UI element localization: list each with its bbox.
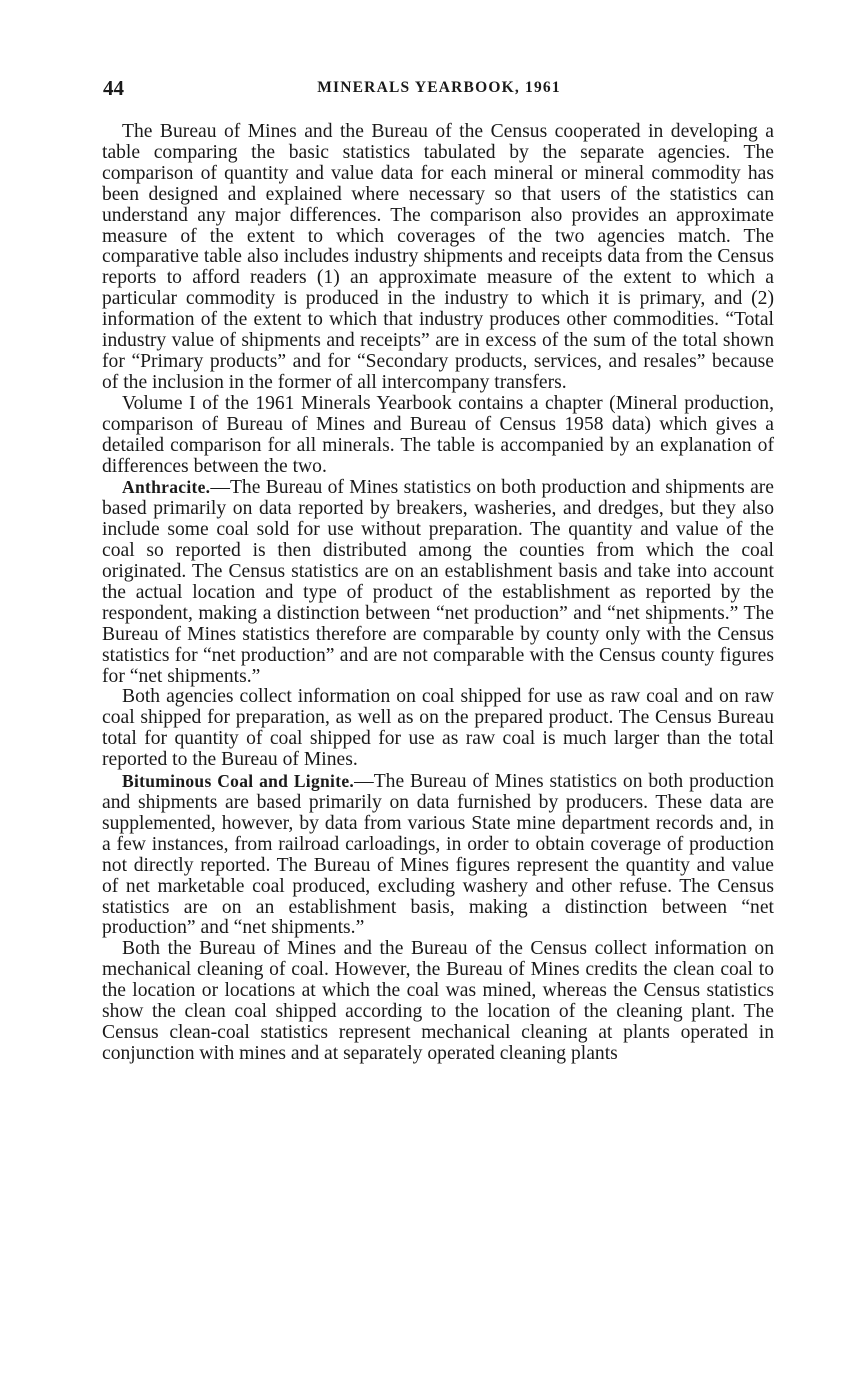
running-head: MINERALS YEARBOOK, 1961: [317, 79, 561, 96]
paragraph-mechanical-cleaning: Both the Bureau of Mines and the Bureau of the Census collect information on mechanical cleaning of coal. However, the Bureau of Mines credits the clean coal to the location or locations at which the coal was mined, whereas the Census statistics show the clean coal shipped according to the location of the cleaning plant. The Census clean-coal statistics represent mechanical cleaning at plants operated in conjunction with mines and at separately operated cleaning plants: [102, 938, 774, 1064]
page-number: 44: [103, 76, 124, 100]
anthracite-text: —The Bureau of Mines statistics on both production and shipments are based primarily on data reported by breakers, washeries, and dredges, but they also include some coal sold for use without preparation. The quantity and value of the coal so reported is then distributed among the counties from which the coal originated. The Census statistics are on an establishment basis and take into account the actual location and type of product of the establishment as reported by the respondent, making a distinction between “net production” and “net shipments.” The Bureau of Mines statistics therefore are comparable by county only with the Census statistics for “net production” and are not comparable with the Census county figures for “net shipments.”: [102, 477, 774, 687]
body-text: [102, 122, 774, 1065]
page-header: [103, 76, 775, 102]
paragraph-census-cooperation: The Bureau of Mines and the Bureau of the Census cooperated in developing a table comparing the basic statistics tabulated by the separate agencies. The comparison of quantity and value data for each mineral or mineral commodity has been designed and explained where necessary so that users of the statistics can understand any major differences. The comparison also provides an approximate measure of the extent to which coverages of the two agencies match. The comparative table also includes industry shipments and receipts data from the Census reports to afford readers (1) an approximate measure of the extent to which a particular commodity is produced in the industry to which it is primary, and (2) information of the extent to which that industry produces other commodities. “Total industry value of shipments and receipts” are in excess of the sum of the total shown for “Primary products” and for “Secondary products, services, and resales” because of the inclusion in the former of all intercompany transfers.: [102, 121, 774, 393]
paragraph-bituminous: [102, 771, 774, 939]
paragraph-raw-coal: Both agencies collect information on coal shipped for use as raw coal and on raw coal shipped for preparation, as well as on the prepared product. The Census Bureau total for quantity of coal shipped for use as raw coal is much larger than the total reported to the Bureau of Mines.: [102, 686, 774, 771]
bituminous-text: —The Bureau of Mines statistics on both production and shipments are based primarily on data furnished by producers. These data are supplemented, however, by data from various State mine department records and, in a few instances, from railroad carloadings, in order to obtain coverage of production not directly reported. The Bureau of Mines figures represent the quantity and value of net marketable coal produced, excluding washery and other refuse. The Census statistics are on an establishment basis, making a distinction between “net production” and “net shipments.”: [102, 771, 774, 939]
bituminous-heading: Bituminous Coal and Lignite.: [122, 771, 355, 792]
paragraph-volume-one: Volume I of the 1961 Minerals Yearbook contains a chapter (Mineral production, comparison of Bureau of Mines and Bureau of Census 1958 data) which gives a detailed comparison for all minerals. The table is accompanied by an explanation of differences between the two.: [102, 392, 774, 477]
anthracite-heading: Anthracite.: [122, 477, 211, 498]
paragraph-anthracite: [102, 477, 774, 687]
